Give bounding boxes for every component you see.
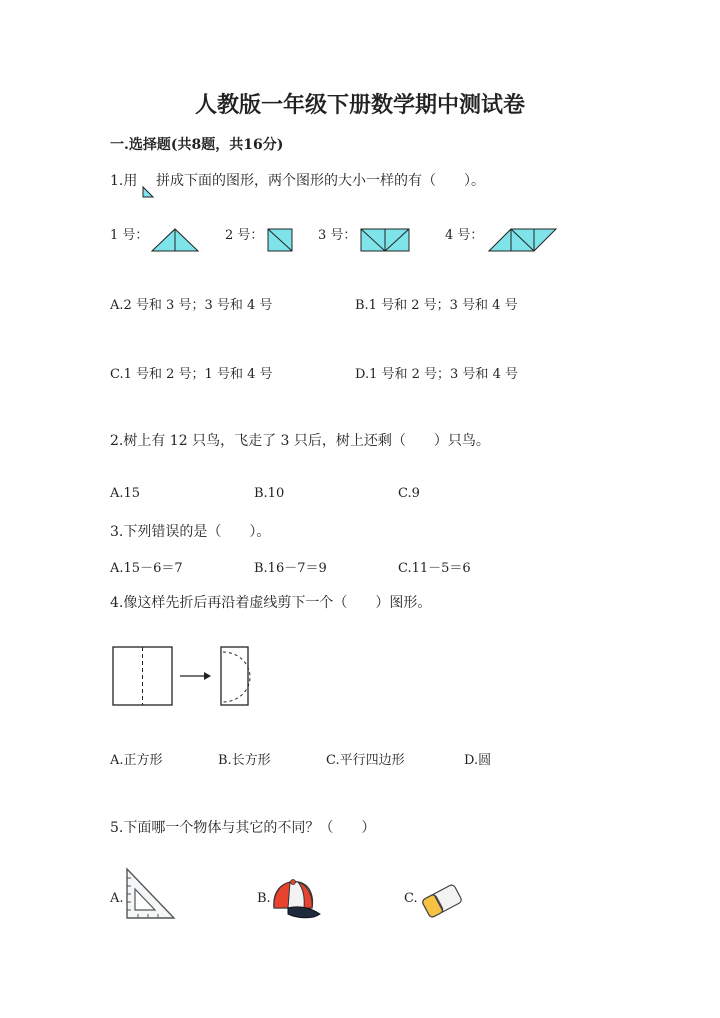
q3-option-a[interactable]: A.15－6＝7	[110, 561, 183, 576]
q1-prefix: 1.用	[110, 173, 138, 189]
q3-option-b[interactable]: B.16－7＝9	[254, 561, 327, 576]
q1-option-c[interactable]: C.1 号和 2 号；1 号和 4 号	[110, 367, 273, 382]
q3-option-c[interactable]: C.11－5＝6	[398, 561, 471, 576]
q4-text: 4.像这样先折后再沿着虚线剪下一个（ ）图形。	[110, 595, 432, 611]
q1-option-a[interactable]: A.2 号和 3 号；3 号和 4 号	[110, 298, 273, 313]
shape-4-parallelogram	[488, 228, 558, 252]
q1-label-2: 2 号：	[225, 228, 264, 243]
q1-option-d[interactable]: D.1 号和 2 号；3 号和 4 号	[355, 367, 518, 382]
section-heading: 一.选择题(共8题，共16分)	[110, 137, 284, 153]
q4-option-c[interactable]: C.平行四边形	[326, 753, 405, 768]
q2-text: 2.树上有 12 只鸟，飞走了 3 只后，树上还剩（ ）只鸟。	[110, 433, 490, 449]
small-triangle-icon	[142, 186, 154, 198]
q4-option-a[interactable]: A.正方形	[110, 753, 163, 768]
q4-option-d[interactable]: D.圆	[464, 753, 492, 768]
q5-option-a[interactable]: A.	[110, 891, 124, 906]
q1-label-4: 4 号：	[445, 228, 484, 243]
shape-2-square	[267, 228, 293, 252]
q5-option-b[interactable]: B.	[257, 891, 271, 906]
q1-label-1: 1 号：	[110, 228, 149, 243]
fold-cut-diagram	[112, 646, 252, 708]
q5-text: 5.下面哪一个物体与其它的不同？（ ）	[110, 820, 376, 836]
shape-3-rectangle	[360, 228, 410, 252]
q2-option-c[interactable]: C.9	[398, 486, 420, 501]
q1-label-3: 3 号：	[318, 228, 357, 243]
q5-option-c[interactable]: C.	[404, 891, 418, 906]
q4-option-b[interactable]: B.长方形	[218, 753, 271, 768]
q2-option-a[interactable]: A.15	[110, 486, 141, 501]
q1-suffix: 拼成下面的图形，两个图形的大小一样的有（ ）。	[156, 173, 485, 189]
q1-option-b[interactable]: B.1 号和 2 号；3 号和 4 号	[355, 298, 518, 313]
triangle-ruler-icon[interactable]	[124, 866, 178, 922]
eraser-icon[interactable]	[418, 880, 466, 922]
q3-text: 3.下列错误的是（ ）。	[110, 524, 271, 540]
cap-icon[interactable]	[268, 876, 324, 922]
shape-1-triangle	[151, 228, 199, 252]
q2-option-b[interactable]: B.10	[254, 486, 285, 501]
page-title: 人教版一年级下册数学期中测试卷	[194, 92, 525, 118]
